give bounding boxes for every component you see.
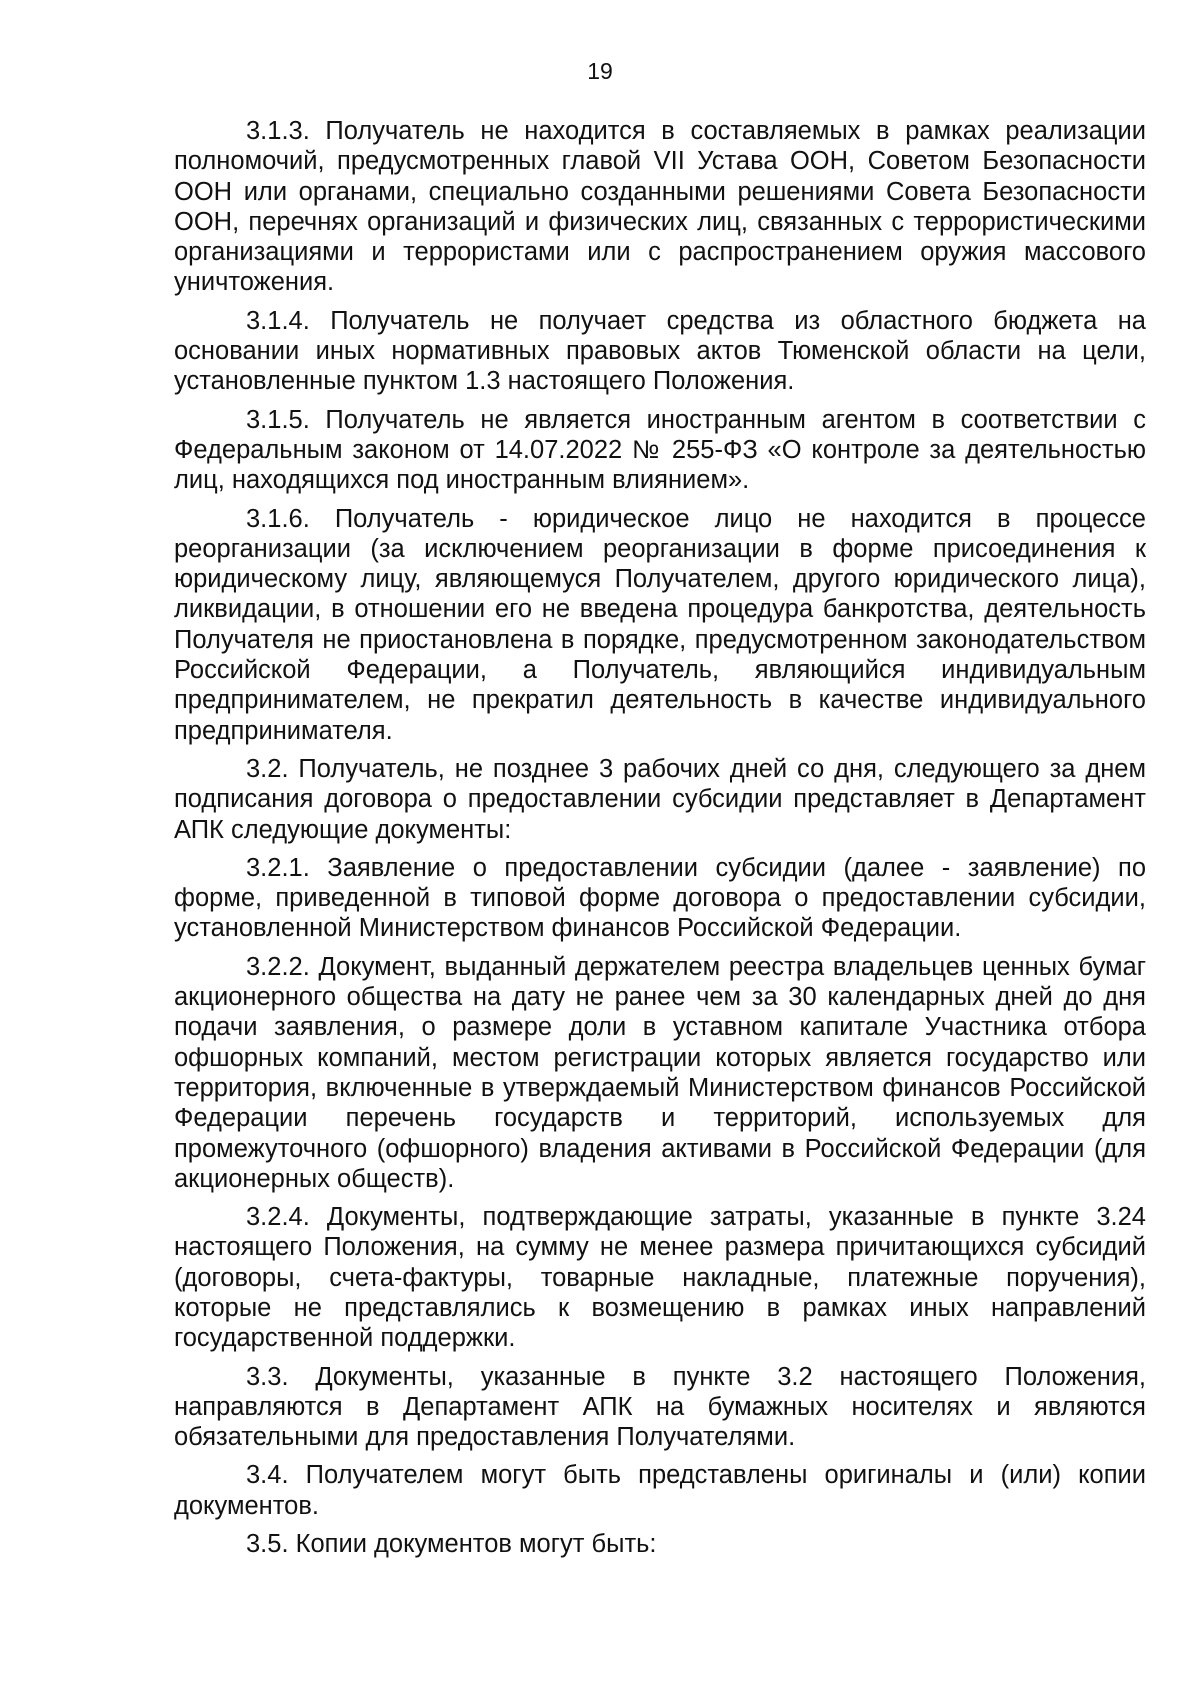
paragraph-3-1-3: 3.1.3. Получатель не находится в составляемых в рамках реализации полномочий, предусмотренных главой VII Устава ООН, Советом Безопасности ООН или органами, специально созданными решениями Совета Безопасности ООН, перечнях организаций и физических лиц, связанных с террористическими организациями и террористами или с распространением оружия массового уничтожения. xyxy=(174,117,1146,297)
document-body xyxy=(174,116,1146,1559)
paragraph-3-5: 3.5. Копии документов могут быть: xyxy=(246,1530,657,1559)
paragraph-3-2-4: 3.2.4. Документы, подтверждающие затраты, указанные в пункте 3.24 настоящего Положения, на сумму не менее размера причитающихся субсидий (договоры, счета-фактуры, товарные накладные, платежные поручения), которые не представлялись к возмещению в рамках иных направлений государственной поддержки. xyxy=(174,1203,1146,1353)
paragraph-3-1-6: 3.1.6. Получатель - юридическое лицо не находится в процессе реорганизации (за исключением реорганизации в форме присоединения к юридическому лицу, являющемуся Получателем, другого юридического лица), ликвидации, в отношении его не введена процедура банкротства, деятельность Получателя не приостановлена в порядке, предусмотренном законодательством Российской Федерации, а Получатель, являющийся индивидуальным предпринимателем, не прекратил деятельность в качестве индивидуального предпринимателя. xyxy=(174,504,1146,745)
paragraph-3-2-1: 3.2.1. Заявление о предоставлении субсидии (далее - заявление) по форме, приведенной в типовой форме договора о предоставлении субсидии, установленной Министерством финансов Российской Федерации. xyxy=(174,853,1146,943)
paragraph-3-3: 3.3. Документы, указанные в пункте 3.2 настоящего Положения, направляются в Департамент АПК на бумажных носителях и являются обязательными для предоставления Получателями. xyxy=(174,1362,1146,1452)
paragraph-3-2: 3.2. Получатель, не позднее 3 рабочих дней со дня, следующего за днем подписания договора о предоставлении субсидии представляет в Департамент АПК следующие документы: xyxy=(174,754,1146,844)
paragraph-3-1-4: 3.1.4. Получатель не получает средства из областного бюджета на основании иных нормативных правовых актов Тюменской области на цели, установленные пунктом 1.3 настоящего Положения. xyxy=(174,306,1146,396)
page-number: 19 xyxy=(587,58,613,84)
paragraph-3-2-2: 3.2.2. Документ, выданный держателем реестра владельцев ценных бумаг акционерного общества на дату не ранее чем за 30 календарных дней до дня подачи заявления, о размере доли в уставном капитале Участника отбора офшорных компаний, местом регистрации которых является государство или территория, включенные в утверждаемый Министерством финансов Российской Федерации перечень государств и территорий, используемых для промежуточного (офшорного) владения активами в Российской Федерации (для акционерных обществ). xyxy=(174,952,1146,1193)
paragraph-3-4: 3.4. Получателем могут быть представлены оригиналы и (или) копии документов. xyxy=(174,1461,1146,1520)
paragraph-3-1-5: 3.1.5. Получатель не является иностранным агентом в соответствии с Федеральным законом от 14.07.2022 № 255-ФЗ «О контроле за деятельностью лиц, находящихся под иностранным влиянием». xyxy=(174,405,1146,495)
